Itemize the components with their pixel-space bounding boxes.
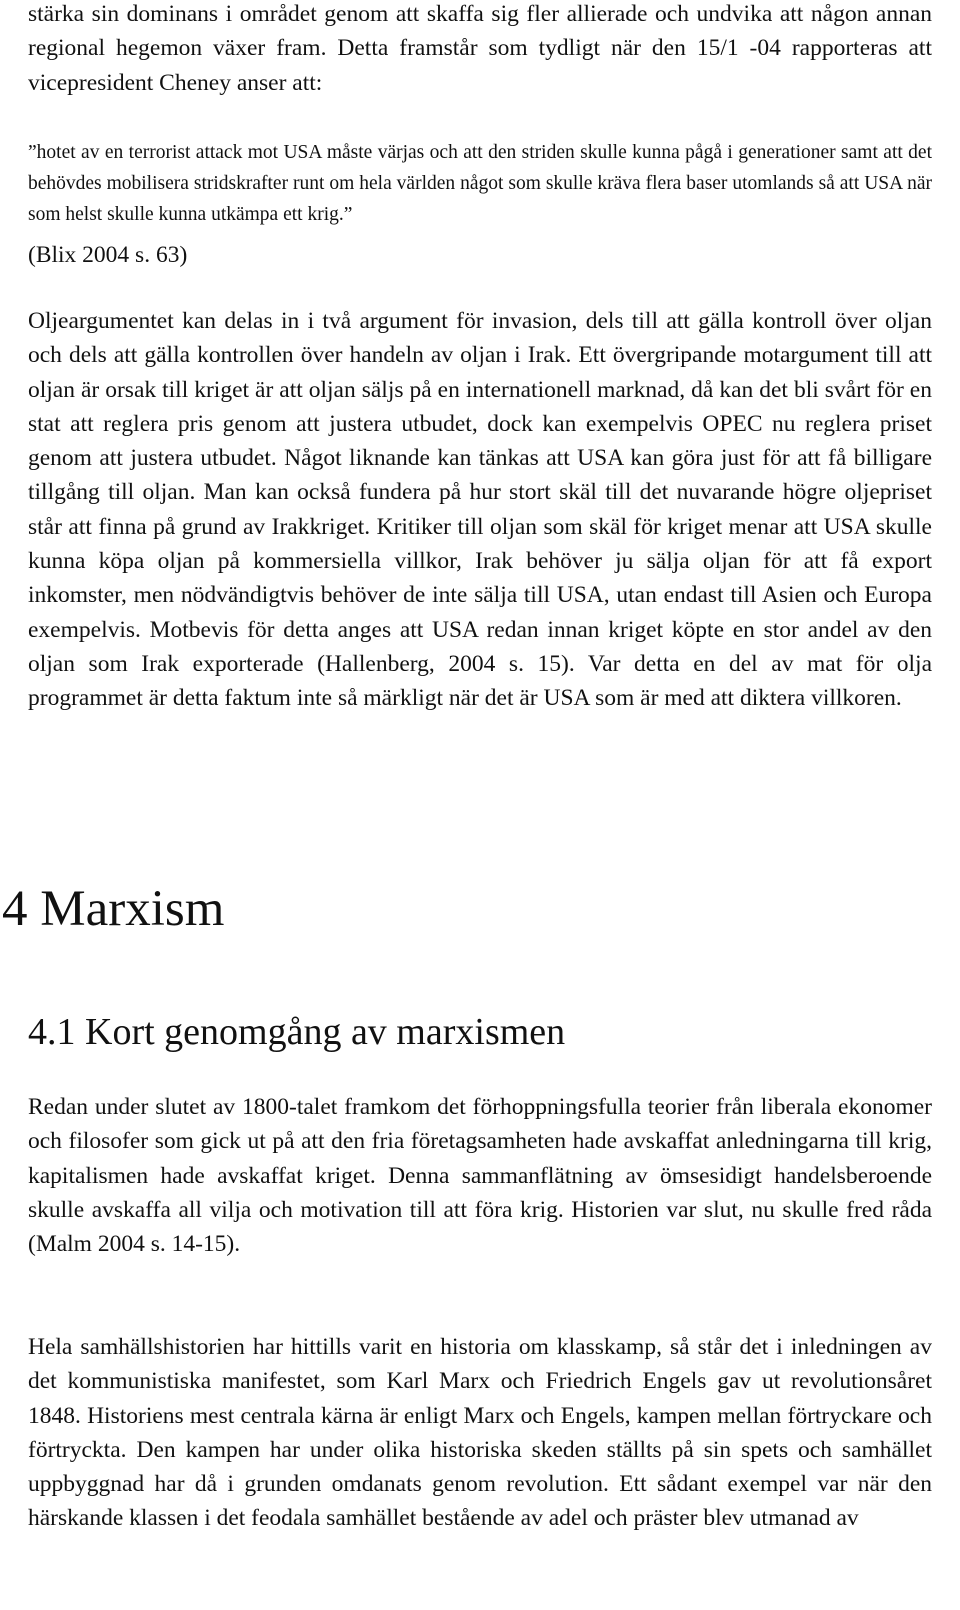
block-quote: ”hotet av en terrorist attack mot USA måste värjas och att den striden skulle kunna pågå i generationer samt att det behövdes mobilisera stridskrafter runt om hela världen något som skulle kräva flera baser utomlands så att USA när som helst skulle kunna utkämpa ett krig.”	[28, 142, 932, 225]
intro-paragraph: stärka sin dominans i området genom att skaffa sig fler allierade och undvika att någon annan regional hegemon växer fram. Detta framstår som tydligt när den 15/1 -04 rapporteras att vicepresident Cheney anser att:	[28, 1, 932, 96]
oil-argument-paragraph: Oljeargumentet kan delas in i två argument för invasion, dels till att gälla kontroll över oljan och dels att gälla kontrollen över handeln av oljan i Irak. Ett övergripande motargument till att oljan är orsak till kriget är att oljan säljs på en internationell marknad, då kan det bli svårt för en stat att reglera pris genom att justera utbudet, dock kan exempelvis OPEC nu reglera priset genom att justera utbudet. Något liknande kan tänkas att USA kan göra just för att få billigare tillgång till oljan. Man kan också fundera på hur stort skäl till det nuvarande högre oljepriset står att finna på grund av Irakkriget. Kritiker till oljan som skäl för kriget menar att USA skulle kunna köpa oljan på kommersiella villkor, Irak behöver ju sälja oljan för att få export inkomster, men nödvändigtvis behöver de inte sälja till USA, utan endast till Asien och Europa exempelvis. Motbevis för detta anges att USA redan innan kriget köpte en stor andel av den oljan som Irak exporterade (Hallenberg, 2004 s. 15). Var detta en del av mat för olja programmet är detta faktum inte så märkligt när det är USA som är med att diktera villkoren.	[28, 308, 932, 712]
chapter-heading: 4 Marxism	[2, 881, 225, 937]
marxism-paragraph-2: Hela samhällshistorien har hittills varit en historia om klasskamp, så står det i inledningen av det kommunistiska manifestet, som Karl Marx och Friedrich Engels gav ut revolutionsåret 1848. Historiens mest centrala kärna är enligt Marx och Engels, kampen mellan förtryckare och förtryckta. Den kampen har under olika historiska skeden ställts på sin spets och samhället uppbyggnad har då i grunden omdanats genom revolution. Ett sådant exempel var när den härskande klassen i det feodala samhället bestående av adel och präster blev utmanad av	[28, 1334, 932, 1532]
marxism-paragraph-1: Redan under slutet av 1800-talet framkom det förhoppningsfulla teorier från liberala ekonomer och filosofer som gick ut på att den fria företagsamheten hade avskaffat anledningarna till krig, kapitalismen hade avskaffat kriget. Denna sammanflätning av ömsesidigt handelsberoende skulle avskaffa all vilja och motivation till att föra krig. Historien var slut, nu skulle fred råda (Malm 2004 s. 14-15).	[28, 1094, 932, 1258]
quote-citation: (Blix 2004 s. 63)	[28, 242, 188, 268]
section-heading: 4.1 Kort genomgång av marxismen	[28, 1011, 566, 1053]
